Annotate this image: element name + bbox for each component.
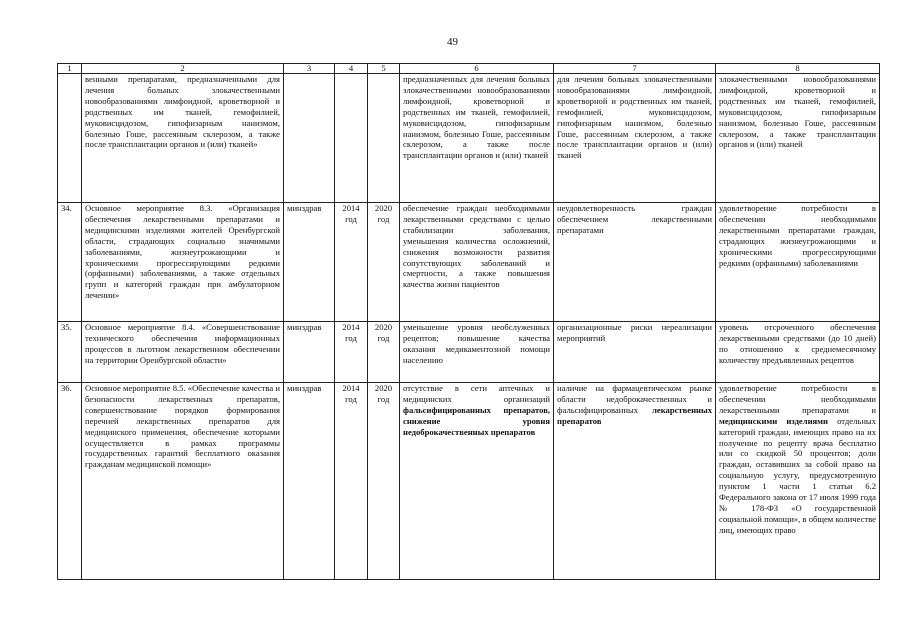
column-header: 7 xyxy=(554,64,716,74)
column-header-row xyxy=(58,64,880,74)
indicator-cell xyxy=(716,383,880,580)
column-header: 6 xyxy=(400,64,554,74)
column-header: 8 xyxy=(716,64,880,74)
column-header: 4 xyxy=(335,64,368,74)
indicator-text-bold: медицинскими изделиями xyxy=(719,415,828,426)
column-header: 2 xyxy=(82,64,284,74)
risk-cell: неудовлетворенность граждан обеспечением лекарственными препаратами xyxy=(554,203,716,322)
indicator-text-cont: отдельных категорий граждан, имеющих право на их получение по рецепту врача бесплатно или со скидкой 50 процентов; доли граждан, оставивших за собой право на социальную услугу, предусмотренную пунктом 1 части 1 статьи 6.2 Федерального закона от 17 июля 1999 года № 178-ФЗ «О государственной социальной помощи», в общем количестве лиц, имеющих право xyxy=(719,415,876,535)
end-year-cell xyxy=(368,74,400,203)
indicator-text: удовлетворение потребности в обеспечении необходимыми лекарственными препаратами и xyxy=(719,383,876,415)
result-cell: предназначенных для лечения больных злокачественными новообразованиями лимфоидной, кроветворной и родственных им тканей, гемофилией, муковисцидозом, гипофизарным нанизмом, болезнью Гоше, рассеянным склерозом, а также после трансплантации органов и (или) тканей xyxy=(400,74,554,203)
table-row-continuation xyxy=(58,74,880,203)
executor-cell: минздрав xyxy=(284,322,335,383)
measures-table xyxy=(57,63,880,580)
risk-text: наличие на фармацевтическом рынке области недоброкачественных и фальсифицированных xyxy=(557,383,712,415)
start-year-cell: 2014 год xyxy=(335,383,368,580)
column-header: 3 xyxy=(284,64,335,74)
executor-cell: минздрав xyxy=(284,383,335,580)
end-year-cell: 2020 год xyxy=(368,203,400,322)
start-year-cell xyxy=(335,74,368,203)
indicator-cell: уровень отсроченного обеспечения лекарственными средствами (до 10 дней) по отношению к среднемесячному количеству предъявленных рецептов xyxy=(716,322,880,383)
table-row xyxy=(58,322,880,383)
end-year-cell: 2020 год xyxy=(368,322,400,383)
column-header: 1 xyxy=(58,64,82,74)
risk-cell: для лечения больных злокачественными новообразованиями лимфоидной, кроветворной и родственных им тканей, гемофилией, муковисцидозом, гипофизарным нанизмом, болезнью Гоше, рассеянным склерозом, а также после трансплантации органов и (или) тканей xyxy=(554,74,716,203)
result-text: отсутствие в сети аптечных и медицинских организаций xyxy=(403,383,550,404)
table-row xyxy=(58,383,880,580)
risk-cell xyxy=(554,383,716,580)
risk-text-bold: лекарственных препаратов xyxy=(557,404,712,426)
row-number-cell: 36. xyxy=(58,383,82,580)
measure-cell: Основное мероприятие 8.3. «Организация обеспечения лекарственными препаратами и медицинскими изделиями жителей Оренбургской области, страдающих социально значимыми заболеваниями, жизнеугрожающими и хроническими прогрессирующими редкими (орфанными) заболеваниями, а также отдельных групп и категорий граждан при амбулаторном лечении» xyxy=(82,203,284,322)
measure-cell: Основное мероприятие 8.4. «Совершенствование технического обеспечения информационных процессов в льготном лекарственном обеспечении на территории Оренбургской области» xyxy=(82,322,284,383)
result-cell: обеспечение граждан необходимыми лекарственными средствами с целью стабилизации заболевания, уменьшения количества осложнений, снижения возможности развития сопутствующих заболеваний и смертности, а также повышения качества жизни пациентов xyxy=(400,203,554,322)
result-cell xyxy=(400,383,554,580)
row-number-cell: 35. xyxy=(58,322,82,383)
column-header: 5 xyxy=(368,64,400,74)
end-year-cell: 2020 год xyxy=(368,383,400,580)
measure-cell: Основное мероприятие 8.5. «Обеспечение качества и безопасности лекарственных препаратов, совершенствование порядков формирования перечней лекарственных препаратов для медицинского применения, обеспечение которыми осуществляется в рамках программы государственных гарантий бесплатного оказания гражданам медицинской помощи» xyxy=(82,383,284,580)
row-number-cell xyxy=(58,74,82,203)
table-row xyxy=(58,203,880,322)
result-text-bold: фальсифицированных препаратов, снижение уровня недоброкачественных препаратов xyxy=(403,404,550,437)
indicator-cell: злокачественными новообразованиями лимфоидной, кроветворной и родственных им тканей, гемофилией, муковисцидозом, гипофизарным нанизмом, болезнью Гоше, рассеянным склерозом, а также трансплантации органов и (или) тканей xyxy=(716,74,880,203)
executor-cell: минздрав xyxy=(284,203,335,322)
measure-cell: венными препаратами, предназначенными для лечения больных злокачественными новообразованиями лимфоидной, кроветворной и родственных им тканей, гемофилией, муковисцидозом, гипофизарным нанизмом, болезнью Гоше, рассеянным склерозом, а также после трансплантации органов и (или) тканей» xyxy=(82,74,284,203)
page-number: 49 xyxy=(447,36,458,48)
start-year-cell: 2014 год xyxy=(335,203,368,322)
row-number-cell: 34. xyxy=(58,203,82,322)
executor-cell xyxy=(284,74,335,203)
start-year-cell: 2014 год xyxy=(335,322,368,383)
indicator-cell: удовлетворение потребности в обеспечении необходимыми лекарственными препаратами граждан, страдающих жизнеугрожающими и хроническими прогрессирующими редкими (орфанными) заболеваниями xyxy=(716,203,880,322)
risk-cell: организационные риски нереализации мероприятий xyxy=(554,322,716,383)
result-cell: уменьшение уровня необслуженных рецептов; повышение качества оказания медикаментозной помощи населению xyxy=(400,322,554,383)
